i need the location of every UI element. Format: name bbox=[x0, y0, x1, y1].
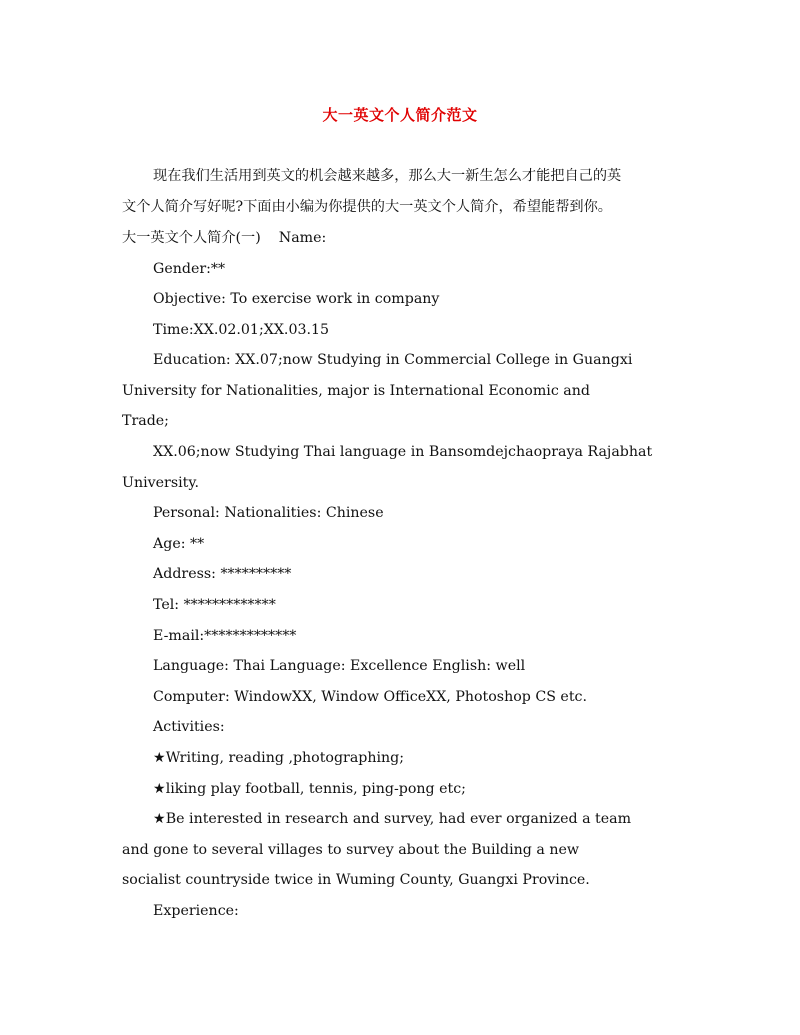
education-line-1: Education: XX.07;now Studying in Commercial College in Guangxi bbox=[153, 352, 633, 368]
activities-heading: Activities: bbox=[153, 719, 225, 735]
activity-item-3-line-3: socialist countryside twice in Wuming County, Guangxi Province. bbox=[122, 872, 590, 888]
age-line: Age: ** bbox=[153, 536, 205, 552]
gender-line: Gender:** bbox=[153, 261, 226, 277]
thai-study-line-1: XX.06;now Studying Thai language in Bansomdejchaopraya Rajabhat bbox=[153, 444, 653, 460]
language-line: Language: Thai Language: Excellence English: well bbox=[153, 658, 526, 674]
activity-item-3-line-1: ★Be interested in research and survey, had ever organized a team bbox=[153, 811, 632, 827]
personal-line: Personal: Nationalities: Chinese bbox=[153, 505, 384, 521]
computer-line: Computer: WindowXX, Window OfficeXX, Photoshop CS etc. bbox=[153, 689, 587, 705]
activity-item-1: ★Writing, reading ,photographing; bbox=[153, 750, 405, 766]
email-line: E-mail:************* bbox=[153, 628, 297, 644]
objective-line: Objective: To exercise work in company bbox=[153, 291, 440, 307]
activity-item-2: ★liking play football, tennis, ping-pong etc; bbox=[153, 781, 466, 797]
intro-line-1: 现在我们生活用到英文的机会越来越多，那么大一新生怎么才能把自己的英 bbox=[153, 168, 622, 184]
thai-study-line-2: University. bbox=[122, 475, 199, 491]
activity-item-3-line-2: and gone to several villages to survey about the Building a new bbox=[122, 842, 580, 858]
address-line: Address: ********** bbox=[153, 566, 292, 582]
section-heading-line: 大一英文个人简介(一) Name: bbox=[122, 230, 327, 246]
intro-line-2: 文个人简介写好呢?下面由小编为你提供的大一英文个人简介，希望能帮到你。 bbox=[122, 199, 612, 215]
document-title: 大一英文个人简介范文 bbox=[322, 106, 478, 124]
education-line-2: University for Nationalities, major is International Economic and bbox=[122, 383, 590, 399]
education-line-3: Trade; bbox=[122, 413, 169, 429]
experience-heading: Experience: bbox=[153, 903, 239, 919]
time-line: Time:XX.02.01;XX.03.15 bbox=[153, 322, 330, 338]
tel-line: Tel: ************* bbox=[153, 597, 276, 613]
